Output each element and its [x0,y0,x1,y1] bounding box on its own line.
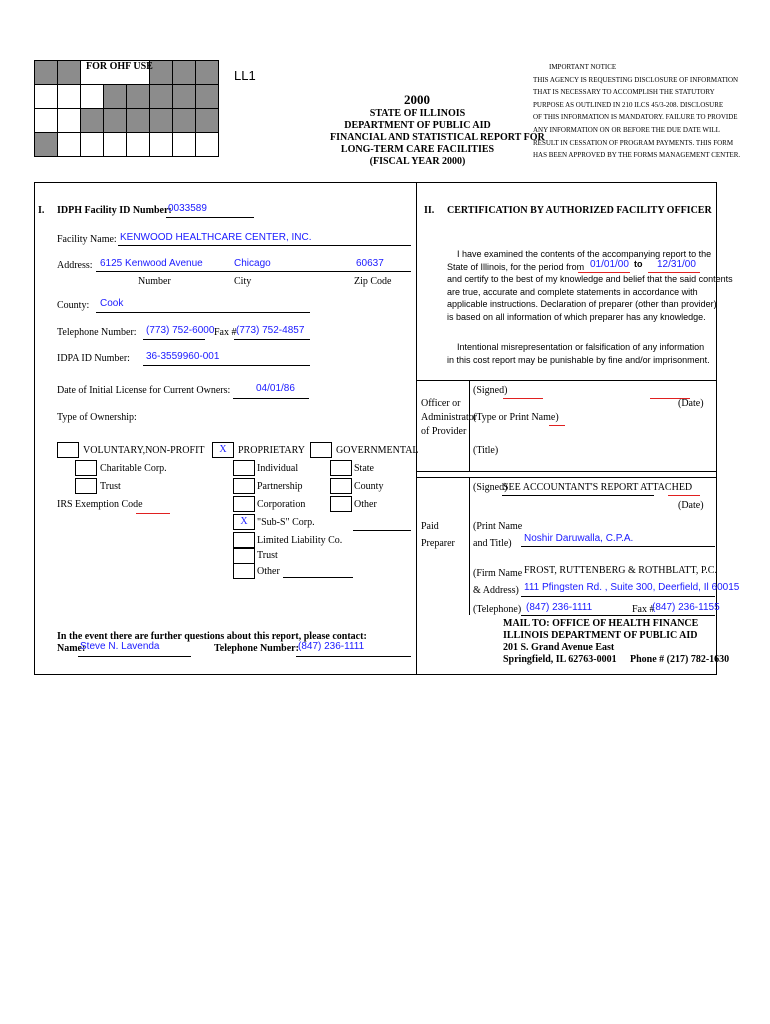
mail-to-block: MAIL TO: OFFICE OF HEALTH FINANCE ILLINOIS DEPARTMENT OF PUBLIC AID 201 S. Grand Avenue East Springfield, IL 62763-0001 [503,618,699,665]
paid-preparer-label: Paid Preparer [421,521,455,549]
idpa-field[interactable]: 36-3559960-001 [146,351,220,362]
address-number-field[interactable]: 6125 Kenwood Avenue [100,258,203,269]
governmental-label: GOVERNMENTAL [336,445,419,456]
county-label: County: [57,300,90,311]
trust-checkbox[interactable] [75,478,97,494]
mail-phone: Phone # (217) 782-1630 [630,654,730,665]
proprietary-other-label: Other [257,566,280,577]
ohf-use-grid [34,60,219,157]
trust-label: Trust [100,481,121,492]
type-print-label: (Type or Print Name) [473,412,559,423]
contact-name-label: Name: [57,643,86,654]
proprietary-other-checkbox[interactable] [233,563,255,579]
corporation-label: Corporation [257,499,306,510]
county-field[interactable]: Cook [100,298,124,309]
accountant-report-text: SEE ACCOUNTANT'S REPORT ATTACHED [503,482,693,493]
irs-code-field[interactable] [136,513,170,514]
state-label: State [354,463,374,474]
partnership-label: Partnership [257,481,303,492]
fax-field[interactable]: (773) 752-4857 [236,325,305,336]
facility-name-label: Facility Name: [57,234,117,245]
period-to-field[interactable]: 12/31/00 [657,259,696,270]
date-label: (Date) [678,398,704,409]
questions-text: In the event there are further questions about this report, please contact: [57,631,367,642]
governmental-checkbox[interactable] [310,442,332,458]
corporation-checkbox[interactable] [233,496,255,512]
county-checkbox[interactable] [330,478,352,494]
idpa-label: IDPA ID Number: [57,353,130,364]
section-1-number: I. [38,205,45,216]
telephone-label: Telephone Number: [57,327,137,338]
firm-address-field[interactable]: 111 Pfingsten Rd. , Suite 300, Deerfield, Il 60015 [524,582,740,593]
county-option-label: County [354,481,384,492]
state-checkbox[interactable] [330,460,352,476]
address-label: Address: [57,260,93,271]
firm-label: (Firm Name & Address) [473,568,523,596]
contact-phone-label: Telephone Number: [214,643,299,654]
sub-s-label: "Sub-S" Corp. [257,517,315,528]
ohf-use-label: FOR OHF USE [86,61,153,72]
section-2-number: II. [424,205,435,216]
govt-other-label: Other [354,499,377,510]
preparer-fax-label: Fax # [632,604,655,615]
fax-label: Fax # [214,327,237,338]
irs-code-label: IRS Exemption Code [57,499,143,510]
individual-checkbox[interactable] [233,460,255,476]
section-2-title: CERTIFICATION BY AUTHORIZED FACILITY OFFICER [447,205,712,216]
zip-caption: Zip Code [354,276,392,287]
certification-text: I have examined the contents of the accompanying report to the State of Illinois, for the period from and certify to the best of my knowledge and belief that the said contents are true, accurate and complete statements in accordance with applicable instructions. Declaration of preparer (other than provider) is based on all information of which preparer has any knowledge. [447,249,733,322]
govt-other-checkbox[interactable] [330,496,352,512]
city-caption: City [234,276,252,287]
charitable-label: Charitable Corp. [100,463,167,474]
warning-text: Intentional misrepresentation or falsification of any information in this cost report may be punishable by fine and/or imprisonment. [447,342,710,365]
sub-s-checkbox[interactable]: X [233,514,255,530]
llc-label: Limited Liability Co. [257,535,343,546]
to-label: to [634,259,643,269]
signed-2-label: (Signed) [473,482,508,493]
voluntary-label: VOLUNTARY,NON-PROFIT [83,445,205,456]
charitable-checkbox[interactable] [75,460,97,476]
address-zip-field[interactable]: 60637 [356,258,384,269]
signed-label: (Signed) [473,385,508,396]
proprietary-checkbox[interactable]: X [212,442,234,458]
form-heading: STATE OF ILLINOIS DEPARTMENT OF PUBLIC AID FINANCIAL AND STATISTICAL REPORT FOR LONG-TERM CARE FACILITIES (FISCAL YEAR 2000) [330,108,545,167]
telephone-field[interactable]: (773) 752-6000 [146,325,215,336]
llc-checkbox[interactable] [233,532,255,548]
officer-label: Officer or Administrator of Provider [421,398,478,437]
contact-name-field[interactable]: Steve N. Lavenda [80,641,160,652]
preparer-fax-field[interactable]: (847) 236-1155 [652,602,720,613]
title-label: (Title) [473,445,499,456]
report-year: 2000 [404,92,430,107]
partnership-checkbox[interactable] [233,478,255,494]
facility-id-label: IDPH Facility ID Number: [57,205,172,216]
proprietary-trust-checkbox[interactable] [233,548,255,564]
license-date-label: Date of Initial License for Current Owners: [57,385,231,396]
number-caption: Number [138,276,171,287]
contact-phone-field[interactable]: (847) 236-1111 [298,641,365,652]
individual-label: Individual [257,463,299,474]
period-from-field[interactable]: 01/01/00 [590,259,629,270]
firm-name-text: FROST, RUTTENBERG & ROTHBLATT, P.C. [524,565,717,576]
form-code: LL1 [234,68,256,83]
voluntary-checkbox[interactable] [57,442,79,458]
preparer-telephone-field[interactable]: (847) 236-1111 [526,602,593,613]
ownership-label: Type of Ownership: [57,412,137,423]
license-date-field[interactable]: 04/01/86 [256,383,295,394]
date-2-label: (Date) [678,500,704,511]
proprietary-label: PROPRIETARY [238,445,305,456]
print-name-label: (Print Name and Title) [473,521,523,549]
facility-name-field[interactable]: KENWOOD HEALTHCARE CENTER, INC. [120,232,312,243]
preparer-telephone-label: (Telephone) [473,604,522,615]
important-notice: IMPORTANT NOTICE THIS AGENCY IS REQUESTING DISCLOSURE OF INFORMATION THAT IS NECESSARY TO ACCOMPLISH THE STATUTORY PURPOSE AS OUTLINED IN 210 ILCS 45/3-208. DISCLOSURE OF THIS INFORMATION IS MANDATORY. FAILURE TO PROVIDE ANY INFORMATION ON OR BEFORE THE DUE DATE WILL RESULT IN CESSATION OF PROGRAM PAYMENTS. THIS FORM HAS BEEN APPROVED BY THE FORMS MANAGEMENT CENTER. [533,63,741,160]
preparer-name-field[interactable]: Noshir Daruwalla, C.P.A. [524,533,634,544]
proprietary-trust-label: Trust [257,550,278,561]
facility-id-field[interactable]: 0033589 [168,203,207,214]
address-city-field[interactable]: Chicago [234,258,271,269]
